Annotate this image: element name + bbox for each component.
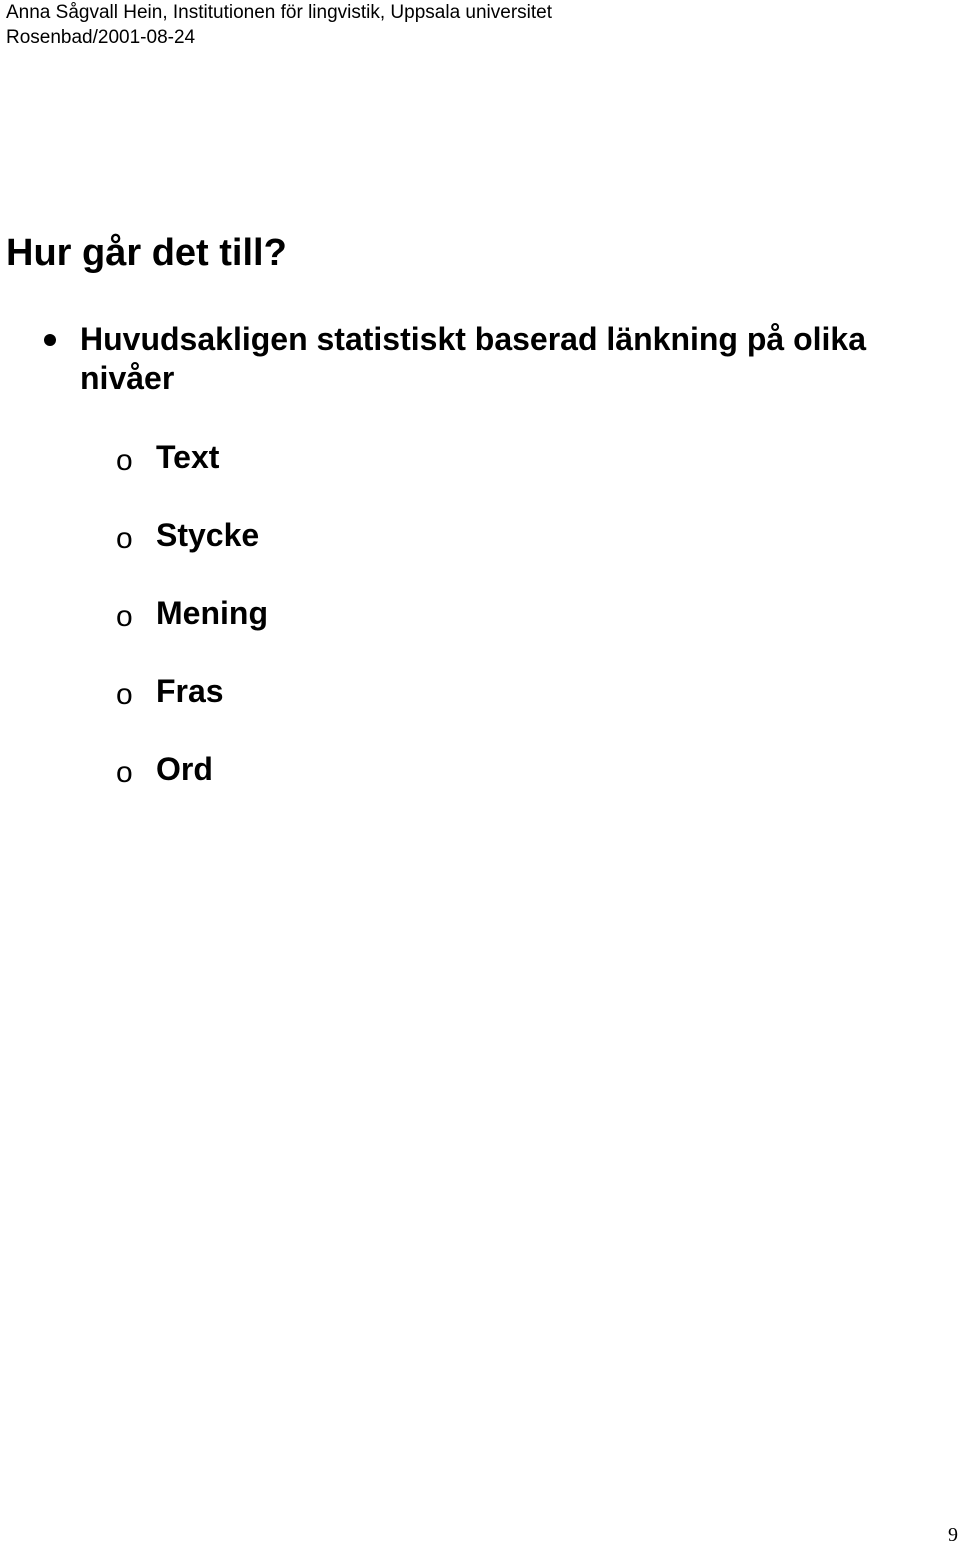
list-item-label: Text [156, 439, 220, 475]
hollow-circle-icon: o [116, 600, 133, 633]
list-item-label: Fras [156, 673, 224, 709]
hollow-circle-icon: o [116, 522, 133, 555]
header-line-author: Anna Sågvall Hein, Institutionen för lingvistik, Uppsala universitet [6, 2, 553, 23]
main-bullet-text: Huvudsakligen statistiskt baserad länkning på olika nivåer [80, 321, 867, 396]
hollow-circle-icon: o [116, 444, 133, 477]
list-item-label: Stycke [156, 517, 260, 553]
list-item-label: Ord [156, 751, 213, 787]
hollow-circle-icon: o [116, 756, 133, 789]
bullet-dot-icon [44, 334, 56, 346]
hollow-circle-icon: o [116, 678, 133, 711]
header-line-date: Rosenbad/2001-08-24 [6, 27, 196, 48]
page-number: 9 [948, 1524, 958, 1546]
page-header [6, 0, 552, 50]
list-item-label: Mening [156, 595, 268, 631]
page-title: Hur går det till? [6, 232, 287, 274]
